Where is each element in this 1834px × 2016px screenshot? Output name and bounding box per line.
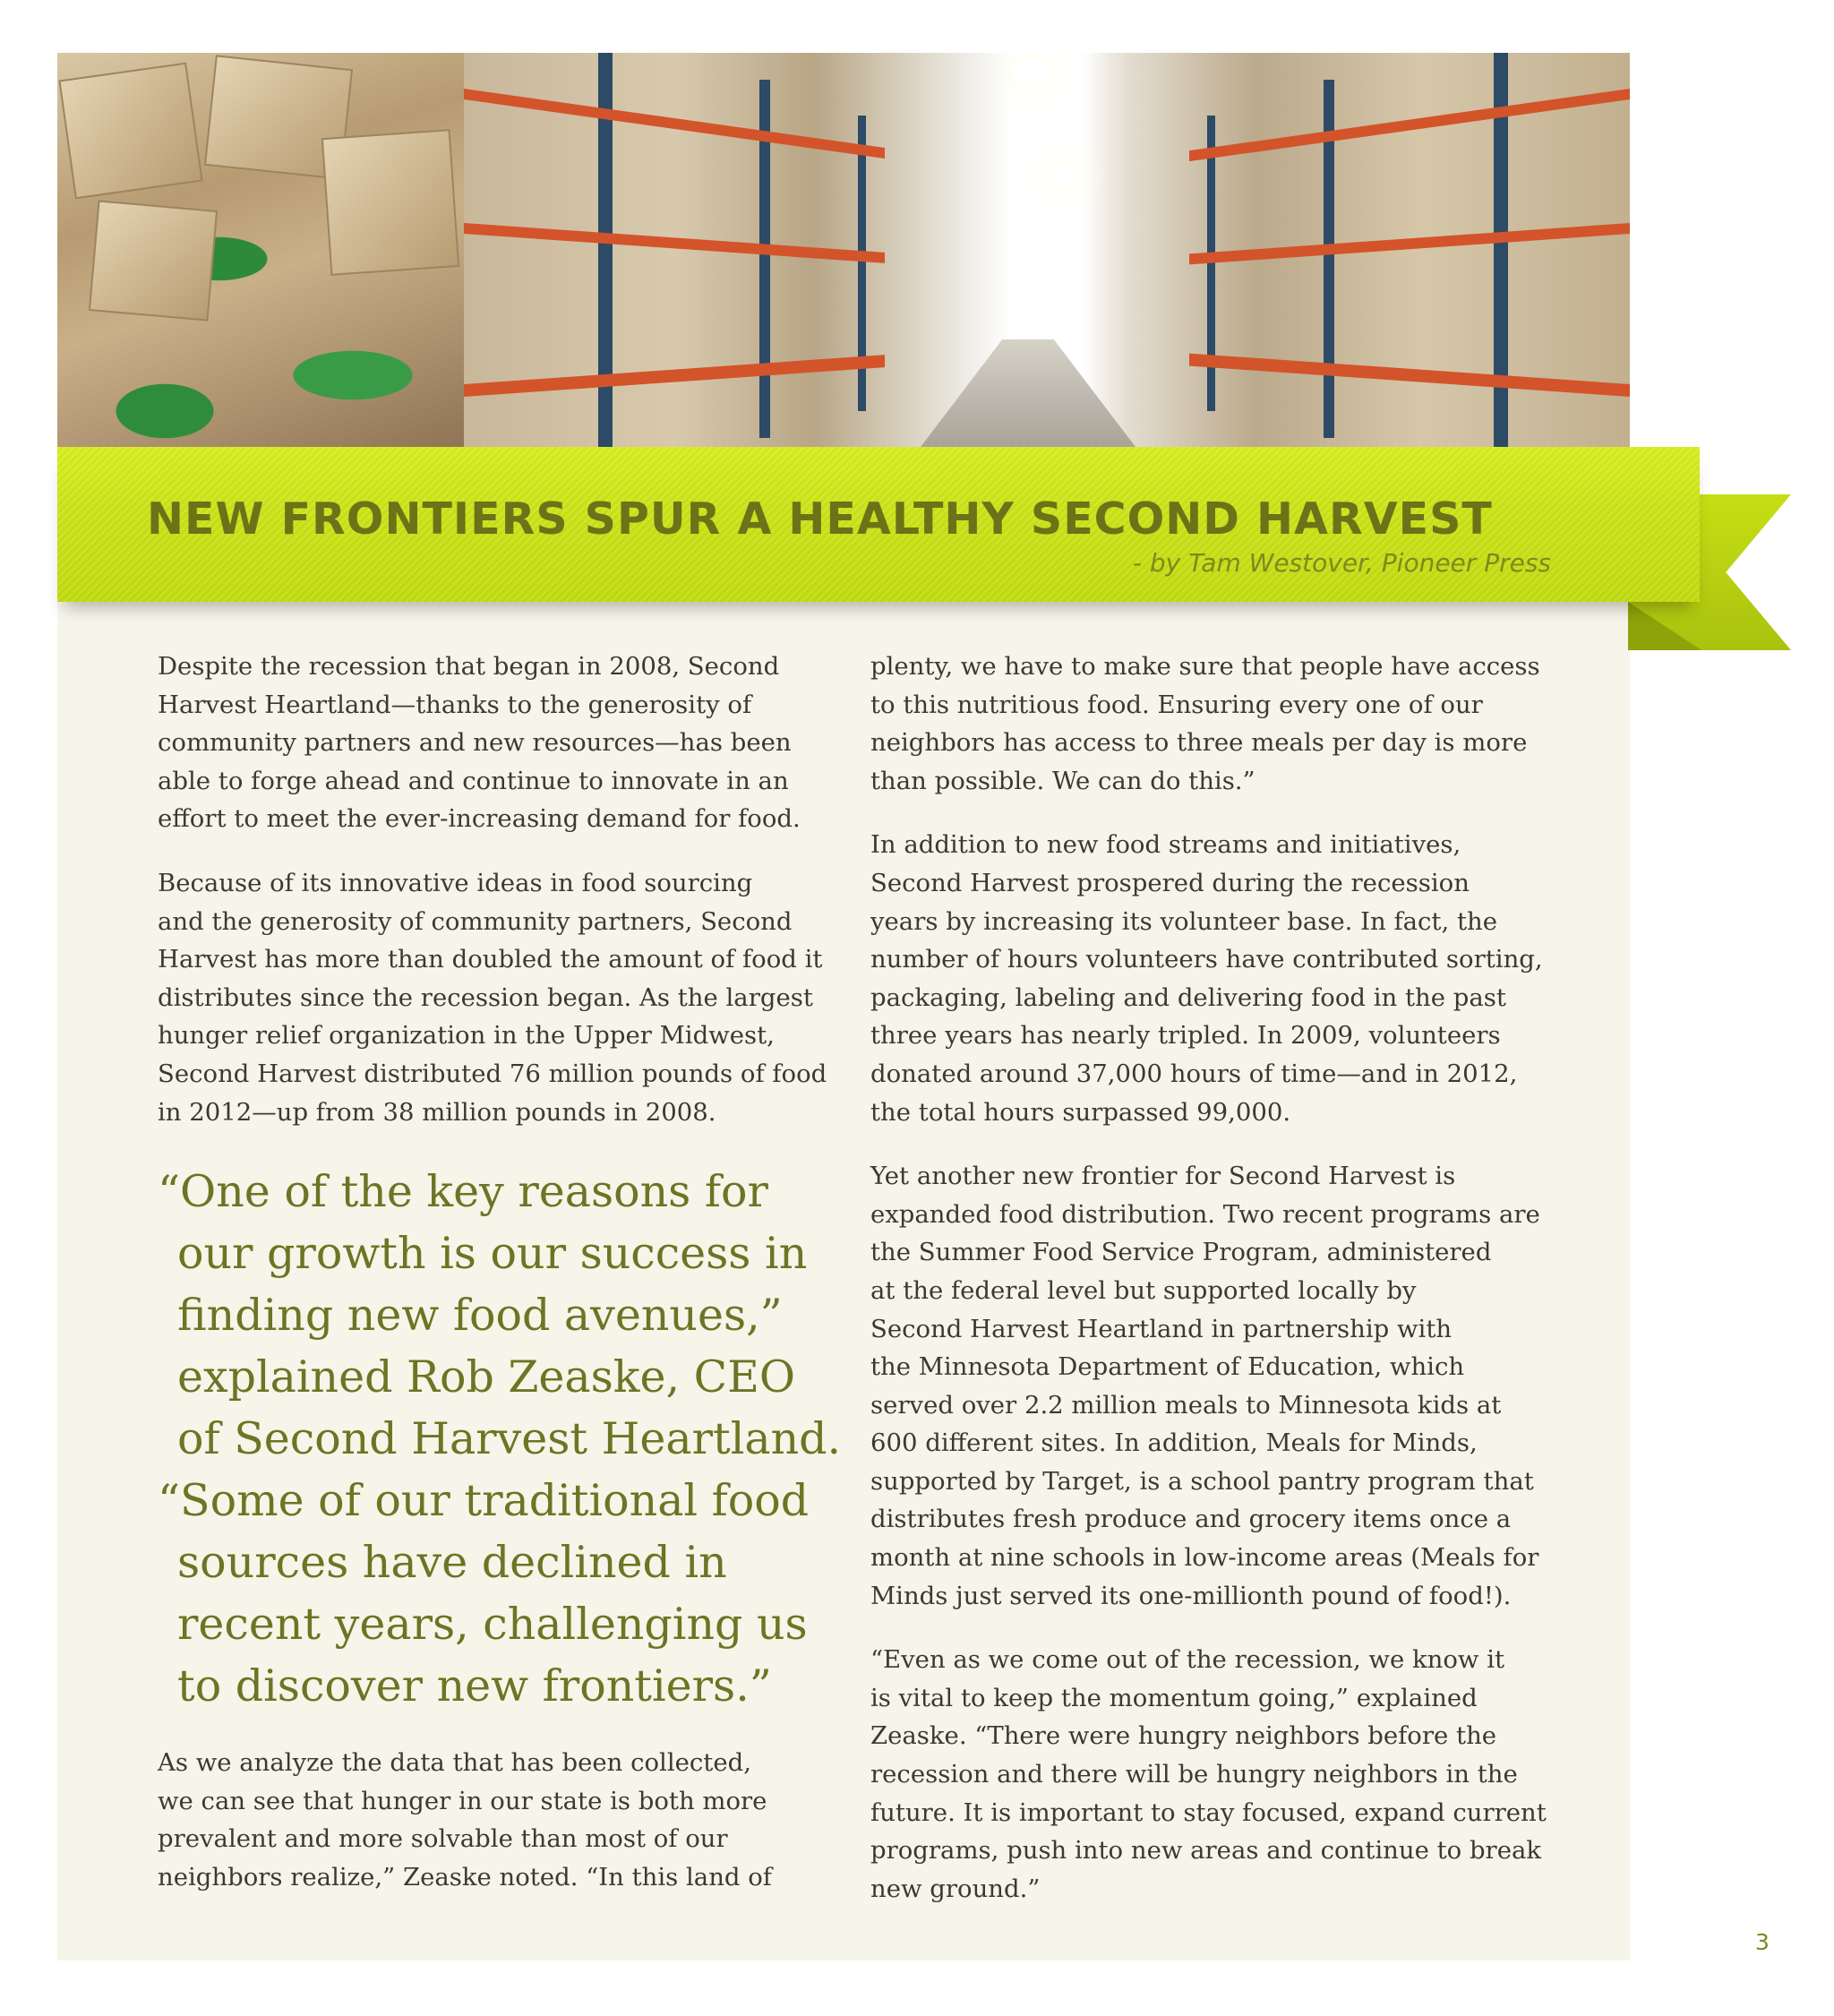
text-line: in 2012—up from 38 million pounds in 2008. (158, 1097, 716, 1127)
text-line: Second Harvest Heartland in partnership with (870, 1314, 1453, 1343)
quote-line: to discover new frontiers.” (177, 1660, 772, 1712)
text-line: Despite the recession that began in 2008, Second (158, 652, 780, 681)
text-line: “Even as we come out of the recession, we know it (870, 1645, 1505, 1675)
warehouse-aisle-photo (464, 53, 1630, 447)
text-line: distributes since the recession began. As the largest (158, 982, 813, 1012)
text-line: recession and there will be hungry neighbors in the (870, 1760, 1518, 1789)
paragraph (870, 826, 1569, 1131)
text-line: served over 2.2 million meals to Minnesota kids at (870, 1390, 1502, 1420)
quote-line: recent years, challenging us (177, 1599, 808, 1651)
quote-line: finding new food avenues,” (177, 1290, 783, 1342)
text-line: Harvest Heartland—thanks to the generosity of (158, 690, 752, 719)
header-photo-strip (57, 53, 1630, 447)
text-line: programs, push into new areas and continue to break (870, 1836, 1542, 1866)
text-line: Second Harvest distributed 76 million pounds of food (158, 1059, 827, 1088)
text-line: effort to meet the ever-increasing demand for food. (158, 804, 801, 834)
text-line: neighbors realize,” Zeaske noted. “In this land of (158, 1862, 772, 1892)
text-line: Because of its innovative ideas in food sourcing (158, 868, 753, 897)
text-line: years by increasing its volunteer base. In fact, the (870, 906, 1498, 936)
quote-line: “Some of our traditional food (158, 1475, 810, 1527)
text-line: we can see that hunger in our state is both more (158, 1786, 767, 1815)
text-line: is vital to keep the momentum going,” explained (870, 1683, 1478, 1712)
quote-line: our growth is our success in (177, 1228, 808, 1280)
paragraph (158, 864, 838, 1131)
quote-line: explained Rob Zeaske, CEO (177, 1351, 796, 1403)
text-line: prevalent and more solvable than most of our (158, 1824, 728, 1854)
text-line: month at nine schools in low-income areas (Meals for (870, 1543, 1539, 1573)
text-line: neighbors has access to three meals per day is more (870, 728, 1528, 758)
text-line: donated around 37,000 hours of time—and in 2012, (870, 1059, 1518, 1088)
text-line: to this nutritious food. Ensuring every one of our (870, 690, 1483, 719)
paragraph (158, 648, 838, 838)
paragraph (158, 1744, 838, 1896)
text-line: Zeaske. “There were hungry neighbors before the (870, 1721, 1497, 1751)
text-line: future. It is important to stay focused, expand current (870, 1797, 1547, 1827)
text-line: able to forge ahead and continue to innovate in an (158, 766, 789, 795)
text-line: Harvest has more than doubled the amount of food it (158, 945, 823, 974)
page-number: 3 (1755, 1929, 1770, 1955)
text-line: hunger relief organization in the Upper Midwest, (158, 1021, 775, 1051)
pull-quote (158, 1161, 842, 1717)
article-byline: - by Tam Westover, Pioneer Press (1132, 548, 1551, 578)
text-line: the Minnesota Department of Education, which (870, 1352, 1465, 1382)
text-line: the Summer Food Service Program, administered (870, 1238, 1492, 1267)
paragraph (870, 1641, 1569, 1908)
text-line: Second Harvest prospered during the recession (870, 868, 1470, 897)
text-line: number of hours volunteers have contributed sorting, (870, 945, 1543, 974)
paragraph (870, 1157, 1569, 1615)
text-line: expanded food distribution. Two recent programs are (870, 1199, 1540, 1229)
quote-line: “One of the key reasons for (158, 1166, 768, 1218)
text-line: than possible. We can do this.” (870, 766, 1256, 795)
text-line: the total hours surpassed 99,000. (870, 1097, 1291, 1127)
text-line: distributes fresh produce and grocery items once a (870, 1505, 1512, 1534)
title-ribbon (57, 447, 1700, 602)
text-line: packaging, labeling and delivering food in the past (870, 982, 1506, 1012)
text-line: Minds just served its one-millionth pound of food!). (870, 1581, 1512, 1610)
text-line: and the generosity of community partners, Second (158, 906, 793, 936)
article-title: NEW FRONTIERS SPUR A HEALTHY SECOND HARVEST (147, 493, 1493, 545)
right-column (870, 648, 1569, 1934)
text-line: As we analyze the data that has been collected, (158, 1748, 751, 1778)
text-line: In addition to new food streams and initiatives, (870, 830, 1461, 860)
quote-line: sources have declined in (177, 1537, 727, 1589)
text-line: three years has nearly tripled. In 2009, volunteers (870, 1021, 1501, 1051)
food-bags-photo (57, 53, 464, 447)
text-line: 600 different sites. In addition, Meals for Minds, (870, 1428, 1478, 1458)
text-line: new ground.” (870, 1874, 1041, 1903)
text-line: community partners and new resources—has been (158, 728, 792, 758)
left-column (158, 648, 842, 1923)
text-line: at the federal level but supported locally by (870, 1275, 1417, 1305)
quote-line: of Second Harvest Heartland. (177, 1413, 842, 1465)
text-line: Yet another new frontier for Second Harvest is (870, 1162, 1456, 1191)
text-line: plenty, we have to make sure that people have access (870, 652, 1540, 681)
paragraph (870, 648, 1569, 800)
text-line: supported by Target, is a school pantry program that (870, 1466, 1534, 1496)
